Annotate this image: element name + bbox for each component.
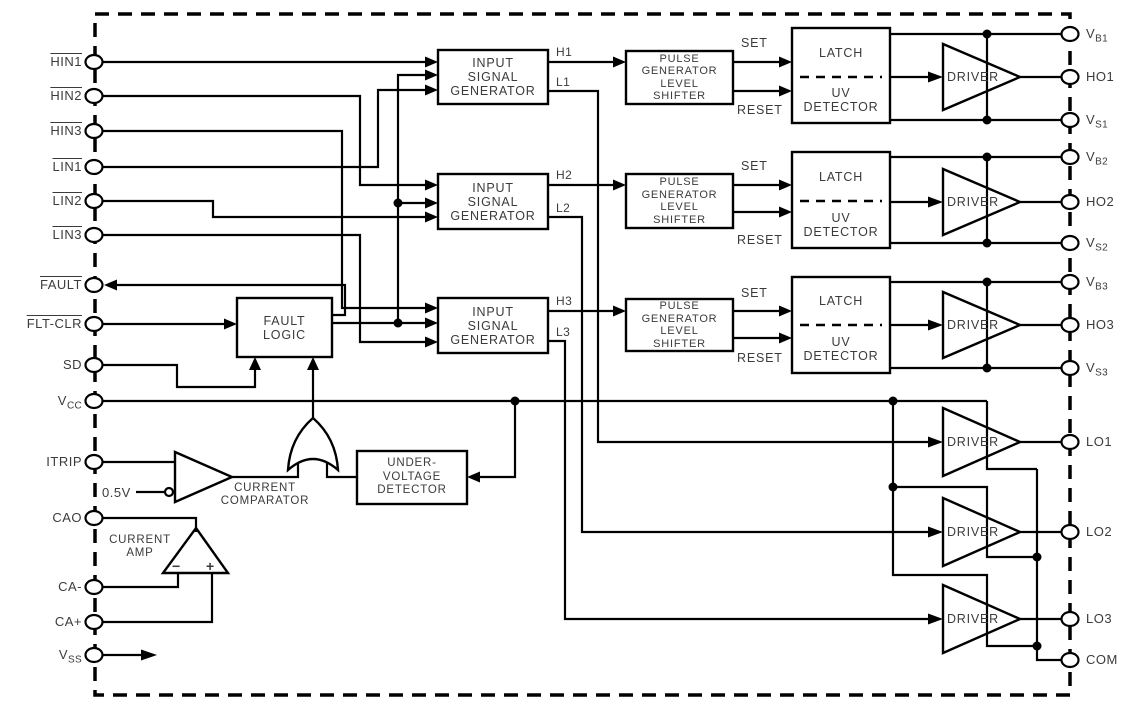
uv-detector-3-label: UV DETECTOR	[803, 335, 879, 363]
pulse-generator-1-label: PULSE GENERATOR LEVEL SHIFTER	[641, 52, 718, 102]
reset-2-label: RESET	[737, 233, 783, 247]
pin-label-ca-plus: CA+	[54, 614, 82, 629]
pin-label-hin2: HIN2	[50, 88, 82, 103]
pin-label-vs3: $V_{S3}$	[1086, 360, 1109, 379]
set-1-label: SET	[741, 36, 768, 50]
set-2-label: SET	[741, 159, 768, 173]
driver-lo3-label: DRIVER	[946, 612, 1000, 626]
latch-2-label: LATCH	[818, 169, 864, 184]
signal-l1-label: L1	[556, 75, 571, 89]
driver-ho1-label: DRIVER	[946, 70, 1000, 84]
or-gate	[288, 418, 338, 470]
reset-3-label: RESET	[737, 351, 783, 365]
uv-detector-1-label: UV DETECTOR	[803, 86, 879, 114]
pin-label-vb2: $V_{B2}$	[1086, 149, 1109, 168]
latch-3-label: LATCH	[818, 294, 864, 308]
driver-lo2-label: DRIVER	[946, 525, 1000, 539]
driver-ho2-label: DRIVER	[946, 195, 1000, 209]
pin-label-vs1: $V_{S1}$	[1086, 112, 1109, 131]
pin-label-itrip: ITRIP	[46, 454, 82, 469]
pin-label-hin3: HIN3	[50, 123, 82, 138]
pin-label-flt-clr: FLT-CLR	[26, 316, 82, 331]
pin-label-com: COM	[1086, 652, 1118, 667]
input-signal-generator-1-label: INPUT SIGNAL GENERATOR	[450, 56, 536, 98]
pin-label-sd: SD	[62, 357, 82, 372]
pin-label-ho1: HO1	[1086, 69, 1115, 84]
pin-label-vb1: $V_{B1}$	[1086, 26, 1109, 45]
pin-label-lo3: LO3	[1086, 611, 1113, 626]
input-signal-generator-3-label: INPUT SIGNAL GENERATOR	[450, 304, 536, 347]
latch-1-label: LATCH	[818, 45, 864, 60]
reset-1-label: RESET	[737, 103, 783, 117]
amp-minus-input-label: −	[172, 558, 181, 574]
pin-label-lin1: LIN1	[52, 159, 82, 174]
pin-label-lin2: LIN2	[52, 193, 82, 208]
pin-label-lin3: LIN3	[52, 227, 82, 242]
signal-h2-label: H2	[556, 168, 573, 182]
pin-label-vcc: $V_{CC}$	[57, 393, 82, 412]
under-voltage-detector-label: UNDER- VOLTAGE DETECTOR	[377, 457, 447, 497]
pulse-generator-3-label: PULSE GENERATOR LEVEL SHIFTER	[641, 300, 718, 350]
pin-label-vb3: $V_{B3}$	[1086, 274, 1109, 293]
pin-label-lo1: LO1	[1086, 434, 1113, 449]
pin-label-cao: CAO	[52, 510, 82, 525]
pin-label-ca-minus: CA-	[58, 579, 82, 594]
driver-lo1-label: DRIVER	[946, 435, 1000, 449]
pulse-generator-2-label: PULSE GENERATOR LEVEL SHIFTER	[641, 176, 718, 226]
comparator-bubble	[165, 488, 173, 496]
signal-l2-label: L2	[556, 201, 571, 215]
set-3-label: SET	[741, 286, 768, 300]
ref-voltage-label: 0.5V	[102, 485, 131, 500]
pin-label-lo2: LO2	[1086, 524, 1113, 539]
pin-label-ho2: HO2	[1086, 194, 1115, 209]
pin-label-fault: FAULT	[40, 277, 82, 292]
pin-label-vss: $V_{SS}$	[58, 647, 82, 666]
uv-detector-2-label: UV DETECTOR	[803, 210, 879, 239]
fault-logic-label: FAULT LOGIC	[263, 313, 306, 342]
current-amp-label: CURRENT AMP	[109, 533, 171, 559]
signal-l3-label: L3	[556, 325, 571, 339]
pin-label-vs2: $V_{S2}$	[1086, 235, 1109, 254]
driver-ho3-label: DRIVER	[946, 318, 1000, 332]
pin-label-ho3: HO3	[1086, 317, 1115, 332]
amp-plus-input-label: +	[206, 558, 215, 574]
current-comparator-label: CURRENT COMPARATOR	[220, 481, 310, 507]
signal-h1-label: H1	[556, 45, 573, 59]
input-signal-generator-2-label: INPUT SIGNAL GENERATOR	[450, 180, 536, 223]
pin-label-hin1: HIN1	[50, 54, 82, 69]
signal-h3-label: H3	[556, 294, 573, 308]
